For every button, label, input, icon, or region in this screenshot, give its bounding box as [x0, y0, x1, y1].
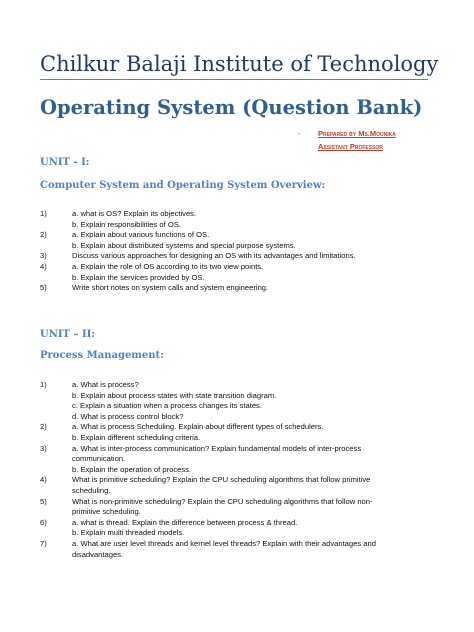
question-number: 1)	[40, 380, 47, 389]
question-row	[40, 486, 440, 497]
question-row	[40, 422, 440, 433]
title-rule	[40, 79, 428, 80]
question-text: a. Explain about various functions of OS.	[72, 230, 210, 240]
question-text: a. What is inter-process communication? Explain fundamental models of inter-process	[72, 443, 362, 453]
question-row	[40, 283, 440, 294]
question-number: 2)	[40, 422, 47, 432]
question-text: a. what is OS? Explain its objectives.	[72, 209, 197, 218]
question-text: a. what is thread. Explain the difference between process & thread.	[72, 517, 298, 527]
question-text: c. Explain a situation when a process changes its states.	[72, 401, 262, 411]
question-row	[40, 454, 440, 465]
unit-2-heading: UNIT – II:	[40, 329, 95, 340]
question-row	[40, 444, 440, 455]
question-text: b. Explain different scheduling criteria.	[72, 432, 201, 442]
unit-1-heading: UNIT - I:	[40, 157, 90, 168]
question-text: a. What are user level threads and kernel level threads? Explain with their advantages and	[72, 538, 376, 548]
question-text: b. Explain the operation of process.	[72, 464, 192, 474]
question-text: What is non-primitive scheduling? Explain the CPU scheduling algorithms that follow non-	[72, 496, 373, 506]
question-text: communication.	[72, 454, 126, 464]
question-number: 4)	[40, 261, 47, 271]
prepared-dash: -	[298, 129, 301, 138]
question-text: Write short notes on system calls and system engineering.	[72, 283, 269, 293]
question-text: b. Explain about process states with state transition diagram.	[72, 390, 277, 400]
question-text: b. Explain multi threaded models.	[72, 528, 185, 538]
question-text: a. What is process Scheduling. Explain about different types of schedulers.	[72, 422, 324, 432]
question-number: 1)	[40, 209, 47, 218]
question-number: 7)	[40, 538, 47, 548]
question-row	[40, 380, 440, 391]
question-row	[40, 518, 440, 529]
question-text: What is primitive scheduling? Explain the CPU scheduling algorithms that follow primitive	[72, 475, 371, 485]
question-row	[40, 465, 440, 476]
question-text: b. Explain responsibilities of OS.	[72, 219, 181, 229]
question-row	[40, 230, 440, 241]
question-number: 5)	[40, 283, 47, 293]
question-text: disadvantages.	[72, 549, 124, 559]
institution-title: Chilkur Balaji Institute of Technology	[40, 52, 439, 76]
question-text: d. What is process control block?	[72, 411, 184, 421]
question-row	[40, 273, 440, 284]
question-number: 2)	[40, 230, 47, 240]
unit-2-section-title: Process Management:	[40, 350, 164, 361]
question-row	[40, 550, 440, 561]
question-text: Discuss various approaches for designing an OS with its advantages and limitations.	[72, 251, 356, 261]
question-row	[40, 251, 440, 262]
unit-1-question-list	[40, 209, 440, 294]
question-row	[40, 497, 440, 508]
unit-1-section-title: Computer System and Operating System Overview:	[40, 180, 326, 191]
question-number: 4)	[40, 475, 47, 485]
question-text: b. Explain about distributed systems and special purpose systems.	[72, 240, 296, 250]
question-row	[40, 507, 440, 518]
question-row	[40, 475, 440, 486]
question-number: 5)	[40, 496, 47, 506]
question-row	[40, 220, 440, 231]
question-text: b. Explain the services provided by OS.	[72, 272, 205, 282]
question-row	[40, 433, 440, 444]
question-row	[40, 209, 440, 220]
question-row	[40, 241, 440, 252]
designation-text: Assistant Professor	[318, 142, 383, 151]
prepared-by-text: Prepared by Ms.Mounika	[318, 129, 396, 138]
question-number: 3)	[40, 251, 47, 261]
question-row	[40, 262, 440, 273]
question-text: a. What is process?	[72, 380, 139, 389]
prepared-by-block	[298, 127, 396, 153]
question-text: scheduling.	[72, 485, 111, 495]
question-row	[40, 539, 440, 550]
question-number: 3)	[40, 443, 47, 453]
document-title: Operating System (Question Bank)	[40, 96, 423, 119]
unit-2-question-list	[40, 380, 440, 560]
question-row	[40, 412, 440, 423]
question-row	[40, 401, 440, 412]
question-row	[40, 391, 440, 402]
question-number: 6)	[40, 517, 47, 527]
question-text: a. Explain the role of OS according to its two view points.	[72, 261, 264, 271]
question-row	[40, 528, 440, 539]
question-text: primitive scheduling.	[72, 507, 141, 517]
